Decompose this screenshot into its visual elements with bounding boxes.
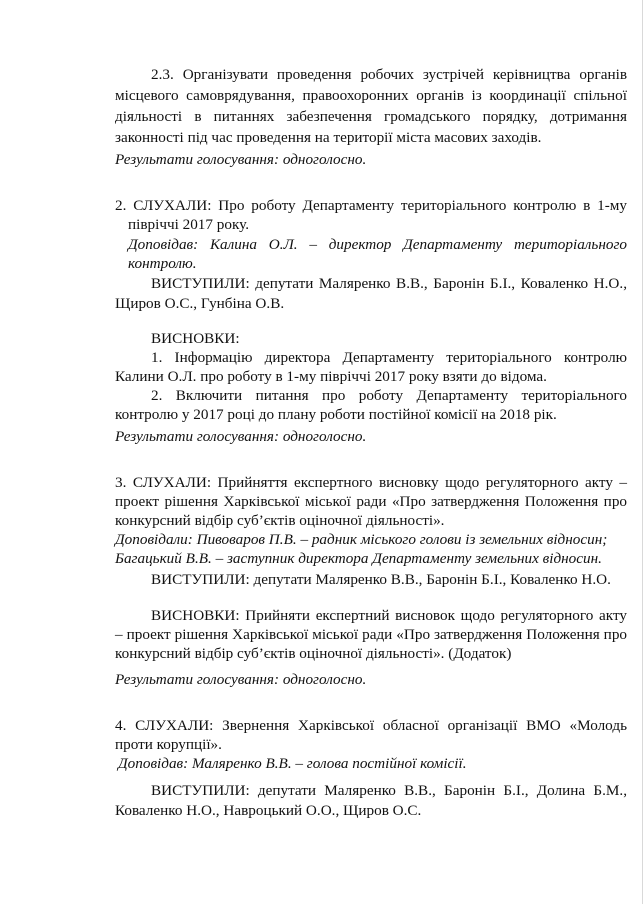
spoke-line: Коваленко Н.О., Навроцький О.О., Щиров О.С. [115,802,422,819]
section-4-spoke [115,781,627,820]
vote-result: Результати голосування: одноголосно. [115,671,367,688]
conclusion-line: 2. Включити питання про роботу Департаменту територіального [151,387,627,404]
item-2-3-line: місцевого самоврядування, правоохоронних органів із координації спільної [115,87,627,104]
section-2-spoke [115,274,627,313]
item-2-3-line: діяльності в питаннях забезпечення громадського порядку, дотримання [115,108,627,125]
conclusion-line: – проект рішення Харківської міської ради «Про затвердження Положення про [115,626,627,643]
section-3-conclusions [115,606,627,663]
heard-line: 2. СЛУХАЛИ: Про роботу Департаменту територіального контролю в 1-му [115,197,627,214]
speaker-line: контролю. [128,255,197,272]
section-4 [115,716,627,773]
spoke-line: ВИСТУПИЛИ: депутати Маляренко В.В., Баронін Б.І., Долина Б.М., [151,782,627,799]
conclusion-line: контролю у 2017 році до плану роботи постійної комісії на 2018 рік. [115,406,557,423]
section-2 [115,196,627,273]
conclusions-title: ВИСНОВКИ: [151,330,240,347]
speaker-line: Доповідали: Пивоваров П.В. – радник міського голови із земельних відносин; [115,531,608,548]
item-2-3-line: законності під час проведення на території міста масових заходів. [115,129,542,146]
speaker-line: Багацький В.В. – заступник директора Департаменту земельних відносин. [115,550,602,567]
spoke-line: ВИСТУПИЛИ: депутати Маляренко В.В., Баронін Б.І., Коваленко Н.О. [151,571,611,588]
section-2-conclusions [115,329,627,424]
spoke-line: ВИСТУПИЛИ: депутати Маляренко В.В., Баронін Б.І., Коваленко Н.О., [151,275,627,292]
conclusion-line: ВИСНОВКИ: Прийняти експертний висновок щодо регуляторного акту [151,607,627,624]
item-2-3 [115,65,627,147]
vote-result: Результати голосування: одноголосно. [115,428,367,445]
item-2-3-line: 2.3. Організувати проведення робочих зустрічей керівництва органів [151,66,627,83]
speaker-line: Доповідав: Калина О.Л. – директор Департаменту територіального [128,236,627,253]
heard-line: проект рішення Харківської міської ради «Про затвердження Положення про [115,493,627,510]
heard-line: півріччі 2017 року. [128,216,250,233]
heard-line: проти корупції». [115,736,222,753]
section-3 [115,473,627,568]
vote-result: Результати голосування: одноголосно. [115,151,367,168]
heard-line: 3. СЛУХАЛИ: Прийняття експертного висновку щодо регуляторного акту – [115,474,627,491]
speaker-line: Доповідав: Маляренко В.В. – голова постійної комісії. [118,755,467,772]
conclusion-line: конкурсний відбір суб’єктів оціночної діяльності». (Додаток) [115,645,512,662]
heard-line: 4. СЛУХАЛИ: Звернення Харківської обласної організації ВМО «Молодь [115,717,627,734]
conclusion-line: 1. Інформацію директора Департаменту територіального контролю [151,349,627,366]
spoke-line: Щиров О.С., Гунбіна О.В. [115,295,285,312]
conclusion-line: Калини О.Л. про роботу в 1-му півріччі 2017 року взяти до відома. [115,368,547,385]
heard-line: конкурсний відбір суб’єктів оціночної діяльності». [115,512,445,529]
